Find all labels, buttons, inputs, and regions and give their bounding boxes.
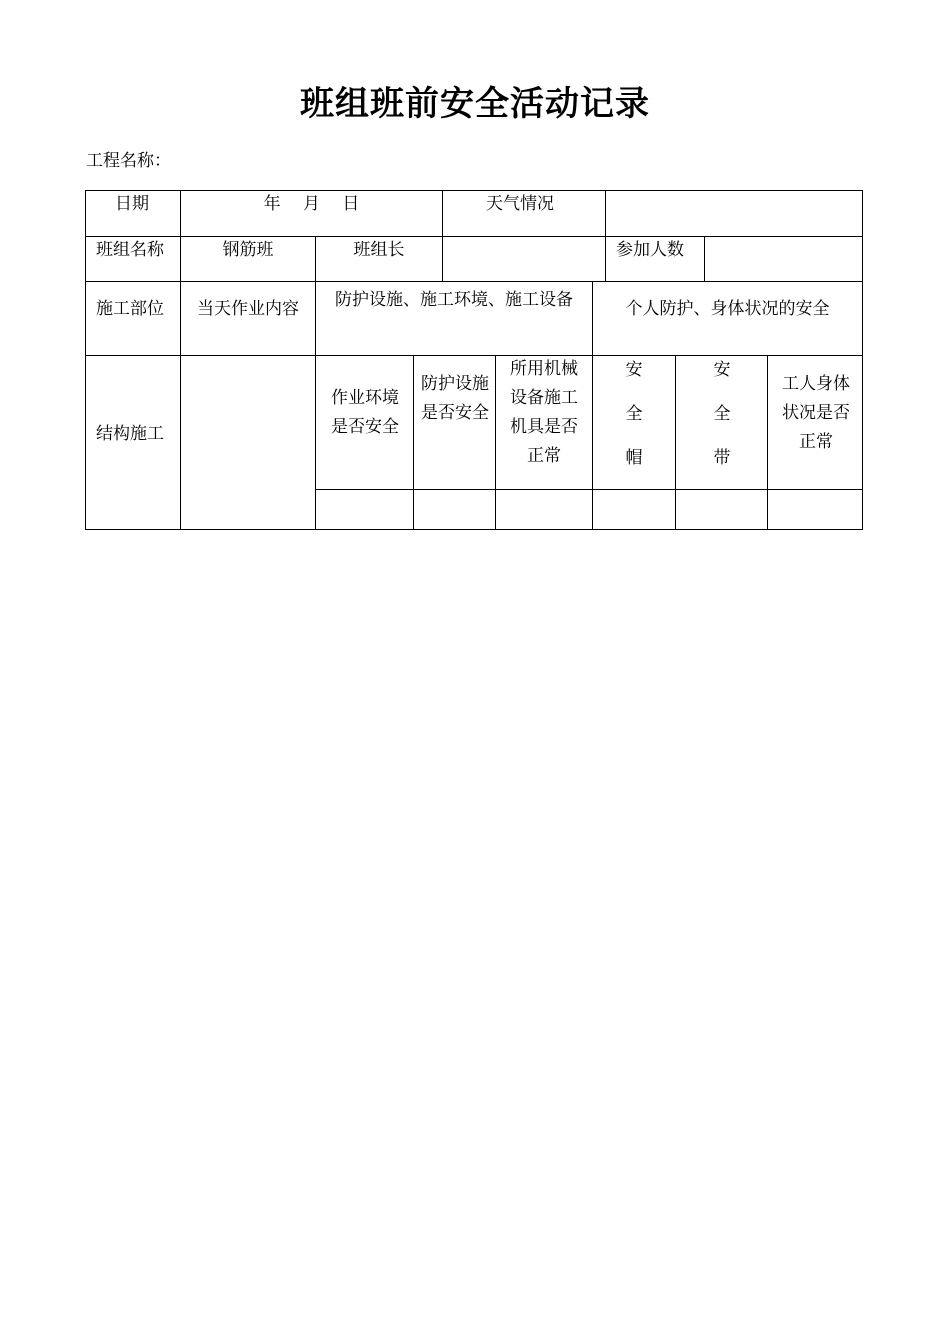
helmet-answer-field[interactable]: [593, 490, 675, 529]
belt-label: 安全带: [713, 360, 731, 468]
team-name-value: 钢筋班: [222, 240, 274, 260]
project-name-label: 工程名称：: [86, 151, 171, 171]
team-leader-label: 班组长: [353, 240, 405, 260]
helmet-label: 安全帽: [625, 360, 643, 468]
weather-label: 天气情况: [486, 194, 554, 214]
participants-field[interactable]: [705, 237, 862, 281]
env-safe-answer-field[interactable]: [316, 490, 413, 529]
date-value[interactable]: 年 月 日: [263, 194, 360, 214]
participants-label: 参加人数: [616, 240, 684, 260]
structure-label: 结构施工: [96, 424, 164, 444]
team-leader-field[interactable]: [443, 237, 605, 281]
weather-value-field[interactable]: [606, 191, 862, 236]
work-content-field[interactable]: [181, 356, 315, 529]
team-name-label: 班组名称: [96, 240, 164, 260]
health-label: 工人身体状况是否正常: [782, 374, 850, 452]
work-content-label: 当天作业内容: [197, 299, 299, 319]
protection-label: 防护设施、施工环境、施工设备: [335, 290, 573, 310]
site-label: 施工部位: [96, 299, 164, 319]
env-safe-label: 作业环境是否安全: [331, 388, 399, 437]
belt-answer-field[interactable]: [676, 490, 767, 529]
machine-normal-answer-field[interactable]: [496, 490, 592, 529]
facility-safe-answer-field[interactable]: [414, 490, 495, 529]
date-label: 日期: [115, 194, 149, 214]
personal-safety-label: 个人防护、身体状况的安全: [625, 299, 830, 319]
page-title: 班组班前安全活动记录: [300, 84, 650, 124]
facility-safe-label: 防护设施是否安全: [421, 374, 489, 423]
health-answer-field[interactable]: [768, 490, 862, 529]
machine-normal-label: 所用机械设备施工机具是否正常: [510, 359, 578, 466]
